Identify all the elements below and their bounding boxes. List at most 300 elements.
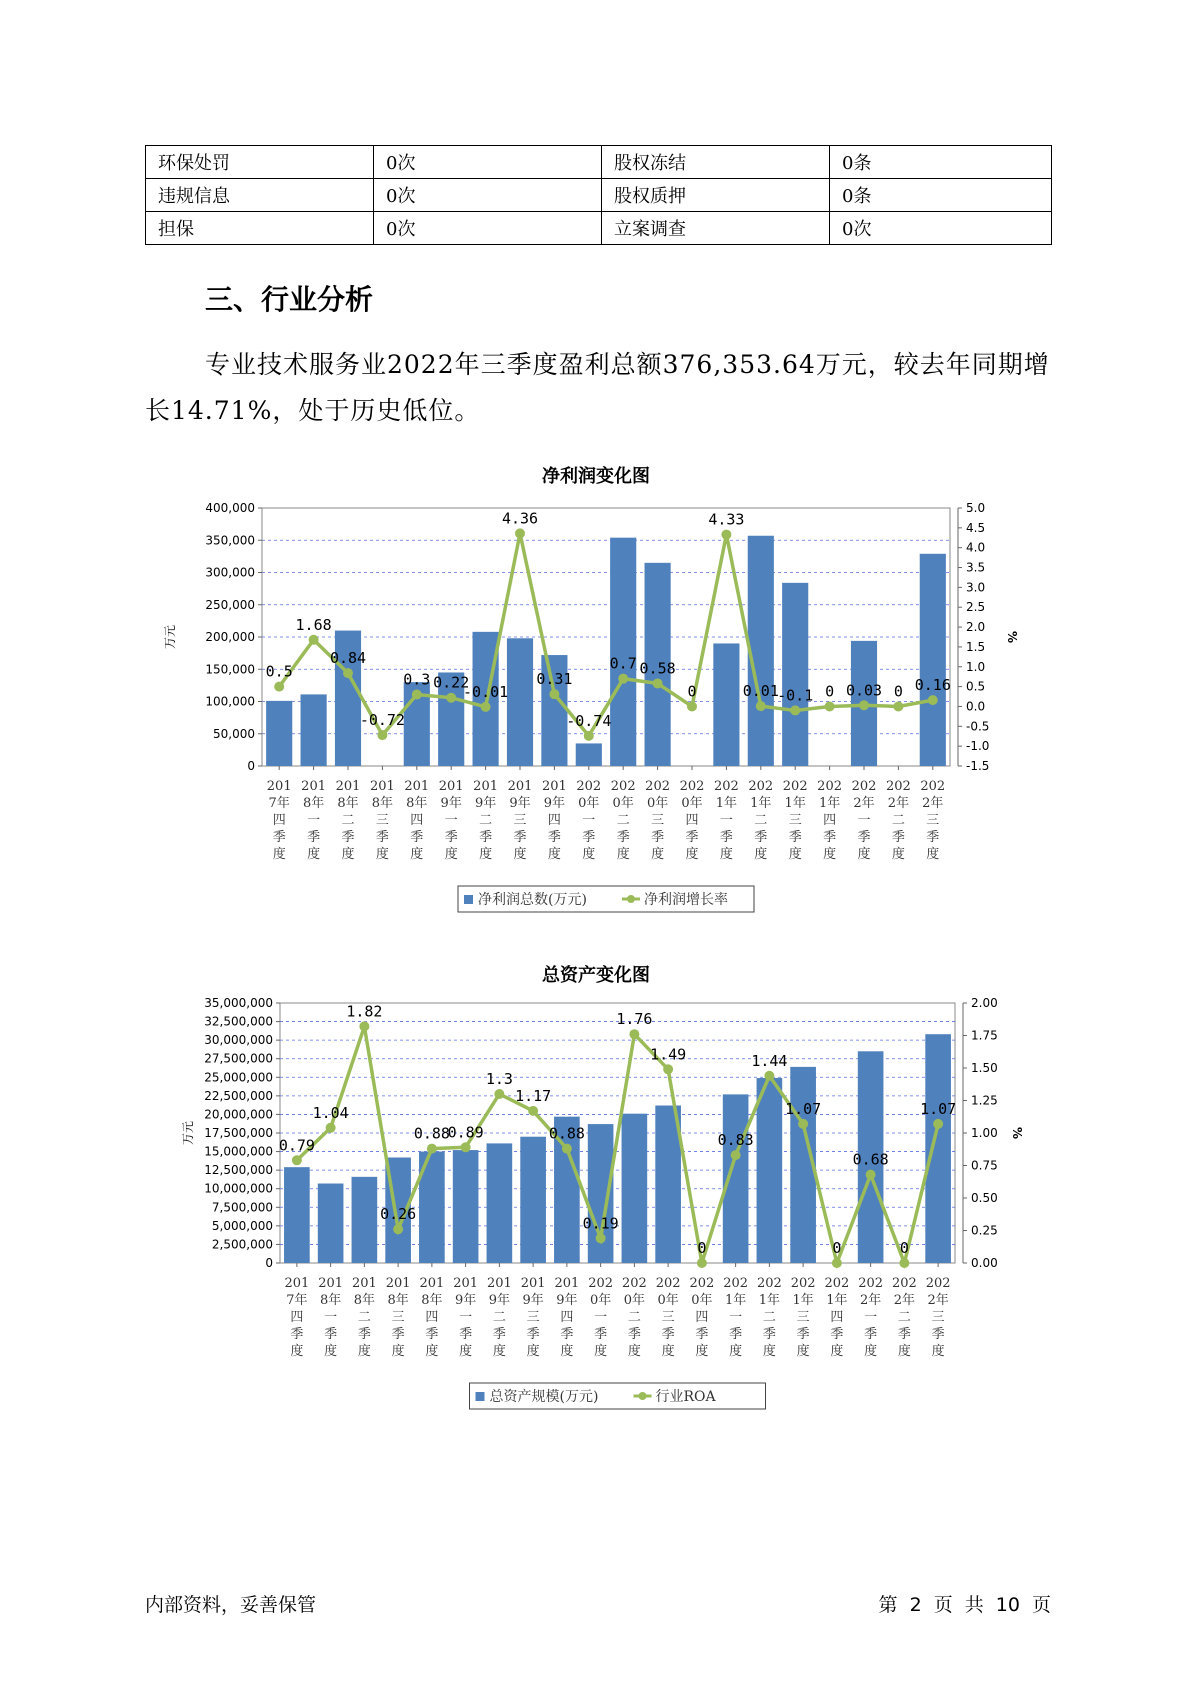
y-tick-label: 300,000: [205, 565, 255, 580]
y2-tick-label: -0.5: [966, 719, 990, 734]
rate-point: [687, 701, 697, 711]
x-tick-label: 一: [719, 813, 733, 828]
y2-tick-label: -1.0: [966, 739, 990, 754]
bar: [925, 1034, 951, 1263]
y-tick-label: 7,500,000: [211, 1200, 273, 1215]
x-tick-label: 二: [754, 813, 768, 828]
x-tick-label: 度: [410, 847, 424, 862]
data-label: 1.68: [295, 615, 332, 634]
x-tick-label: 9年: [509, 796, 531, 811]
x-tick-label: 季: [513, 830, 527, 845]
x-tick-label: 度: [627, 1344, 641, 1359]
x-tick-label: 202: [645, 779, 671, 794]
rate-point: [549, 689, 559, 699]
x-tick-label: 度: [526, 1344, 540, 1359]
x-tick-label: 度: [582, 847, 596, 862]
x-tick-label: 四: [272, 813, 286, 828]
data-label: 4.33: [708, 510, 745, 529]
y2-tick-label: 0.00: [971, 1256, 998, 1270]
x-tick-label: 201: [554, 1276, 580, 1291]
data-label: 0.7: [609, 654, 637, 673]
data-label: 0.83: [717, 1131, 754, 1150]
data-label: 0.5: [265, 662, 293, 681]
data-label: 0.19: [582, 1214, 619, 1233]
x-tick-label: 202: [817, 779, 843, 794]
x-tick-label: 202: [588, 1276, 614, 1291]
x-tick-label: 201: [301, 779, 327, 794]
rate-point: [309, 635, 319, 645]
legend-label: 行业ROA: [655, 1389, 716, 1405]
x-tick-label: 202: [925, 1276, 951, 1291]
x-tick-label: 季: [857, 830, 871, 845]
data-label: -0.72: [359, 711, 405, 730]
x-tick-label: 季: [762, 1327, 776, 1342]
data-label: 0: [697, 1239, 707, 1257]
x-tick-label: 季: [341, 830, 355, 845]
x-tick-label: 9年: [454, 1293, 477, 1308]
rate-point: [928, 695, 938, 705]
x-tick-label: 8年: [302, 796, 325, 811]
x-tick-label: 季: [444, 830, 458, 845]
x-tick-label: 度: [788, 847, 802, 862]
y-tick-label: 15,000,000: [204, 1144, 273, 1159]
rate-point: [393, 1224, 403, 1234]
x-tick-label: 度: [830, 1344, 844, 1359]
y2-tick-label: -1.5: [966, 759, 990, 773]
y2-tick-label: 2.5: [966, 600, 986, 615]
x-tick-label: 季: [526, 1327, 540, 1342]
x-tick-label: 0年: [691, 1293, 713, 1308]
x-tick-label: 202: [576, 779, 602, 794]
table-cell: 0次: [374, 212, 602, 245]
x-tick-label: 9年: [488, 1293, 511, 1308]
y-tick-label: 350,000: [205, 533, 255, 548]
x-tick-label: 度: [547, 847, 561, 862]
rate-point: [427, 1144, 437, 1154]
rate-point: [721, 530, 731, 540]
rate-point: [446, 693, 456, 703]
x-tick-label: 201: [486, 1276, 512, 1291]
x-tick-label: 度: [492, 1344, 506, 1359]
x-tick-label: 8年: [353, 1293, 376, 1308]
rate-point: [663, 1064, 673, 1074]
table-cell: 违规信息: [146, 179, 374, 212]
rate-point: [756, 701, 766, 711]
rate-point: [790, 705, 800, 715]
rate-point: [832, 1258, 842, 1268]
x-tick-label: 201: [351, 1276, 377, 1291]
rate-point: [825, 701, 835, 711]
rate-point: [798, 1119, 808, 1129]
x-tick-label: 二: [341, 813, 355, 828]
x-tick-label: 度: [594, 1344, 608, 1359]
x-tick-label: 202: [851, 779, 877, 794]
rate-point: [731, 1150, 741, 1160]
x-tick-label: 8年: [337, 796, 359, 811]
x-tick-label: 201: [404, 779, 430, 794]
x-tick-label: 202: [756, 1276, 782, 1291]
y2-tick-label: 0.5: [966, 679, 986, 694]
x-tick-label: 1年: [826, 1293, 848, 1308]
x-tick-label: 度: [926, 847, 940, 862]
x-tick-label: 201: [266, 779, 292, 794]
x-tick-label: 度: [695, 1344, 709, 1359]
x-tick-label: 一: [459, 1310, 473, 1325]
x-tick-label: 1年: [750, 796, 772, 811]
table-cell: 0次: [374, 146, 602, 179]
x-tick-label: 1年: [715, 796, 738, 811]
x-tick-label: 202: [885, 779, 911, 794]
x-tick-label: 201: [335, 779, 361, 794]
x-tick-label: 季: [547, 830, 561, 845]
x-tick-label: 0年: [623, 1293, 646, 1308]
x-tick-label: 8年: [387, 1293, 409, 1308]
x-tick-label: 202: [782, 779, 808, 794]
y-tick-label: 17,500,000: [204, 1126, 273, 1140]
legend-bar-swatch: [464, 895, 473, 904]
y2-tick-label: 0.50: [971, 1191, 998, 1205]
x-tick-label: 一: [594, 1310, 608, 1325]
x-tick-label: 度: [290, 1344, 304, 1359]
x-tick-label: 度: [897, 1344, 911, 1359]
bar: [352, 1177, 378, 1263]
x-tick-label: 度: [513, 847, 527, 862]
data-label: 4.36: [501, 509, 539, 528]
data-label: 1.76: [616, 1010, 653, 1029]
y-tick-label: 2,500,000: [211, 1237, 273, 1252]
x-tick-label: 四: [830, 1310, 844, 1325]
data-label: 0.89: [447, 1123, 484, 1142]
x-tick-label: 季: [695, 1327, 709, 1342]
x-tick-label: 9年: [543, 796, 566, 811]
x-tick-label: 四: [547, 813, 561, 828]
x-tick-label: 一: [864, 1310, 878, 1325]
x-tick-label: 2年: [859, 1293, 882, 1308]
bar: [318, 1184, 344, 1263]
x-tick-label: 度: [762, 1344, 776, 1359]
x-tick-label: 一: [857, 813, 871, 828]
x-tick-label: 0年: [578, 796, 600, 811]
x-tick-label: 2年: [853, 796, 875, 811]
x-tick-label: 202: [610, 779, 636, 794]
x-tick-label: 四: [290, 1310, 304, 1325]
x-tick-label: 季: [290, 1327, 304, 1342]
rate-point: [618, 674, 628, 684]
data-label: 1.44: [751, 1051, 788, 1070]
bar: [782, 583, 808, 766]
rate-point: [899, 1258, 909, 1268]
data-label: -0.01: [463, 682, 509, 701]
x-tick-label: 一: [582, 813, 596, 828]
y-tick-label: 50,000: [213, 726, 255, 741]
footer-page-number: 第 2 页 共 10 页: [878, 1594, 1051, 1616]
bar: [920, 554, 946, 766]
x-tick-label: 季: [891, 830, 905, 845]
y2-tick-label: 2.0: [966, 620, 986, 635]
rate-point: [377, 730, 387, 740]
x-tick-label: 季: [754, 830, 768, 845]
x-tick-label: 季: [616, 830, 630, 845]
x-tick-label: 2年: [922, 796, 944, 811]
data-label: 0.01: [742, 682, 779, 701]
x-tick-label: 三: [926, 813, 940, 828]
rate-point: [412, 690, 422, 700]
bar: [610, 538, 636, 766]
x-tick-label: 季: [425, 1327, 439, 1342]
x-tick-label: 2年: [887, 796, 910, 811]
x-tick-label: 季: [324, 1327, 338, 1342]
data-label: 0.3: [403, 670, 431, 689]
total-assets-chart: [0, 990, 1191, 1410]
rate-point: [866, 1170, 876, 1180]
rate-point: [653, 678, 663, 688]
rate-point: [292, 1155, 302, 1165]
bar: [453, 1150, 479, 1263]
x-tick-label: 度: [307, 847, 321, 862]
y-tick-label: 200,000: [205, 630, 255, 644]
y2-tick-label: 0.25: [971, 1223, 998, 1238]
analysis-paragraph: 专业技术服务业2022年三季度盈利总额376,353.64万元，较去年同期增长14.71%，处于历史低位。: [145, 350, 1050, 425]
x-tick-label: 9年: [440, 796, 462, 811]
y2-tick-label: 1.25: [971, 1093, 998, 1108]
x-tick-label: 四: [425, 1310, 439, 1325]
x-tick-label: 季: [459, 1327, 473, 1342]
bar: [487, 1143, 513, 1263]
rate-point: [584, 731, 594, 741]
x-tick-label: 201: [507, 779, 533, 794]
bar: [576, 743, 602, 766]
table-cell: 环保处罚: [146, 146, 374, 179]
x-tick-label: 季: [594, 1327, 608, 1342]
table-row: [146, 146, 1052, 179]
x-tick-label: 季: [788, 830, 802, 845]
net-profit-chart: [0, 490, 1191, 910]
rate-point: [764, 1071, 774, 1081]
bar: [284, 1167, 310, 1263]
data-label: 0.16: [914, 676, 951, 695]
x-tick-label: 202: [790, 1276, 816, 1291]
y-tick-label: 22,500,000: [204, 1088, 273, 1103]
x-tick-label: 一: [324, 1310, 338, 1325]
x-tick-label: 三: [375, 813, 389, 828]
data-label: 0.26: [380, 1205, 417, 1224]
x-tick-label: 季: [492, 1327, 506, 1342]
x-tick-label: 二: [616, 813, 630, 828]
rate-point: [528, 1106, 538, 1116]
data-label: 0.79: [278, 1136, 315, 1155]
data-label: 1.49: [650, 1045, 687, 1064]
data-label: 0.58: [639, 659, 676, 678]
table-cell: 0次: [374, 179, 602, 212]
x-tick-label: 四: [560, 1310, 574, 1325]
y-tick-label: 100,000: [205, 694, 255, 709]
y2-axis-title: %: [1005, 630, 1019, 644]
data-label: 0.84: [329, 649, 367, 668]
rate-point: [596, 1233, 606, 1243]
x-tick-label: 三: [526, 1310, 540, 1325]
y2-tick-label: 1.0: [966, 659, 986, 674]
data-label: 1.07: [920, 1099, 957, 1118]
y2-tick-label: 5.0: [966, 501, 986, 515]
chart2-title: 总资产变化图: [542, 965, 650, 986]
x-tick-label: 度: [685, 847, 699, 862]
x-tick-label: 度: [651, 847, 665, 862]
bar: [757, 1078, 783, 1263]
data-label: 0: [832, 1239, 842, 1257]
rate-point: [481, 702, 491, 712]
x-tick-label: 一: [444, 813, 458, 828]
x-tick-label: 度: [891, 847, 905, 862]
data-label: 1.3: [485, 1070, 513, 1088]
x-tick-label: 二: [492, 1310, 506, 1325]
x-tick-label: 度: [444, 847, 458, 862]
table-cell: 立案调查: [602, 212, 830, 245]
x-tick-label: 202: [891, 1276, 917, 1291]
table-cell: 股权质押: [602, 179, 830, 212]
y-tick-label: 25,000,000: [204, 1070, 273, 1085]
x-tick-label: 季: [830, 1327, 844, 1342]
data-label: -0.1: [777, 686, 814, 705]
x-tick-label: 三: [651, 813, 665, 828]
x-tick-label: 度: [864, 1344, 878, 1359]
x-tick-label: 201: [369, 779, 395, 794]
x-tick-label: 度: [796, 1344, 810, 1359]
y2-tick-label: 3.0: [966, 580, 986, 595]
bar: [266, 701, 292, 766]
rate-point: [697, 1258, 707, 1268]
data-label: 0.68: [852, 1150, 889, 1169]
bar: [622, 1114, 648, 1263]
x-tick-label: 二: [762, 1310, 776, 1325]
x-tick-label: 度: [823, 847, 837, 862]
y-tick-label: 250,000: [205, 597, 255, 612]
y2-tick-label: 1.50: [971, 1061, 998, 1075]
x-tick-label: 季: [375, 830, 389, 845]
y2-tick-label: 4.5: [966, 520, 986, 535]
bar: [748, 536, 774, 766]
x-tick-label: 度: [729, 1344, 743, 1359]
bar: [301, 694, 327, 766]
x-tick-label: 三: [931, 1310, 945, 1325]
data-label: 0: [899, 1239, 909, 1257]
y-tick-label: 0: [265, 1256, 273, 1270]
x-tick-label: 度: [719, 847, 733, 862]
risk-summary-table: [145, 145, 1052, 245]
x-tick-label: 一: [307, 813, 321, 828]
x-tick-label: 四: [695, 1310, 709, 1325]
y2-tick-label: 1.75: [971, 1028, 998, 1043]
legend-line-marker: [627, 895, 635, 903]
x-tick-label: 201: [473, 779, 499, 794]
data-label: 0.31: [536, 670, 573, 689]
y-tick-label: 20,000,000: [204, 1107, 273, 1122]
data-label: 0: [893, 682, 903, 701]
y-tick-label: 5,000,000: [211, 1218, 273, 1233]
bar: [713, 643, 739, 766]
table-row: [146, 179, 1052, 212]
x-tick-label: 9年: [474, 796, 497, 811]
x-tick-label: 季: [357, 1327, 371, 1342]
x-tick-label: 二: [897, 1310, 911, 1325]
x-tick-label: 度: [425, 1344, 439, 1359]
y2-axis-title: %: [1010, 1126, 1024, 1140]
x-tick-label: 度: [560, 1344, 574, 1359]
x-tick-label: 9年: [522, 1293, 544, 1308]
section-title: 三、行业分析: [205, 283, 374, 316]
x-tick-label: 季: [685, 830, 699, 845]
x-tick-label: 季: [479, 830, 493, 845]
legend-label: 净利润总数(万元): [478, 892, 587, 908]
rate-point: [461, 1142, 471, 1152]
x-tick-label: 二: [479, 813, 493, 828]
x-tick-label: 季: [661, 1327, 675, 1342]
x-tick-label: 季: [582, 830, 596, 845]
y2-tick-label: 1.00: [971, 1126, 998, 1140]
x-tick-label: 季: [410, 830, 424, 845]
x-tick-label: 1年: [792, 1293, 814, 1308]
table-cell: 0次: [830, 212, 1052, 245]
x-tick-label: 季: [719, 830, 733, 845]
x-tick-label: 201: [520, 1276, 546, 1291]
x-tick-label: 0年: [646, 796, 669, 811]
x-tick-label: 度: [324, 1344, 338, 1359]
table-cell: 担保: [146, 212, 374, 245]
x-tick-label: 201: [453, 1276, 479, 1291]
data-label: 0.88: [413, 1124, 450, 1143]
x-tick-label: 三: [661, 1310, 675, 1325]
x-tick-label: 度: [391, 1344, 405, 1359]
x-tick-label: 8年: [319, 1293, 342, 1308]
x-tick-label: 四: [823, 813, 837, 828]
y-axis-title: 万元: [163, 624, 177, 650]
x-tick-label: 季: [627, 1327, 641, 1342]
data-label: 0.88: [548, 1124, 585, 1143]
legend-line-marker: [639, 1392, 647, 1400]
data-label: -0.74: [566, 711, 612, 730]
y-tick-label: 32,500,000: [204, 1014, 273, 1029]
data-label: 0.22: [433, 673, 470, 692]
y2-tick-label: 2.00: [971, 996, 998, 1010]
x-tick-label: 0年: [657, 1293, 679, 1308]
x-tick-label: 202: [920, 779, 946, 794]
x-tick-label: 201: [419, 1276, 445, 1291]
x-tick-label: 9年: [556, 1293, 578, 1308]
x-tick-label: 三: [796, 1310, 810, 1325]
x-tick-label: 季: [729, 1327, 743, 1342]
x-tick-label: 一: [729, 1310, 743, 1325]
rate-point: [933, 1119, 943, 1129]
x-tick-label: 7年: [286, 1293, 308, 1308]
x-tick-label: 度: [479, 847, 493, 862]
y2-tick-label: 0.0: [966, 699, 986, 714]
x-tick-label: 201: [385, 1276, 411, 1291]
x-tick-label: 202: [824, 1276, 850, 1291]
rate-point: [359, 1021, 369, 1031]
x-tick-label: 季: [307, 830, 321, 845]
x-tick-label: 202: [621, 1276, 647, 1291]
x-tick-label: 度: [754, 847, 768, 862]
x-tick-label: 三: [391, 1310, 405, 1325]
y2-tick-label: 1.5: [966, 639, 986, 654]
x-tick-label: 8年: [406, 796, 428, 811]
x-tick-label: 201: [541, 779, 567, 794]
x-tick-label: 2年: [893, 1293, 916, 1308]
x-tick-label: 度: [661, 1344, 675, 1359]
x-tick-label: 季: [864, 1327, 878, 1342]
x-tick-label: 7年: [268, 796, 290, 811]
x-tick-label: 度: [272, 847, 286, 862]
data-label: 1.04: [312, 1103, 349, 1122]
